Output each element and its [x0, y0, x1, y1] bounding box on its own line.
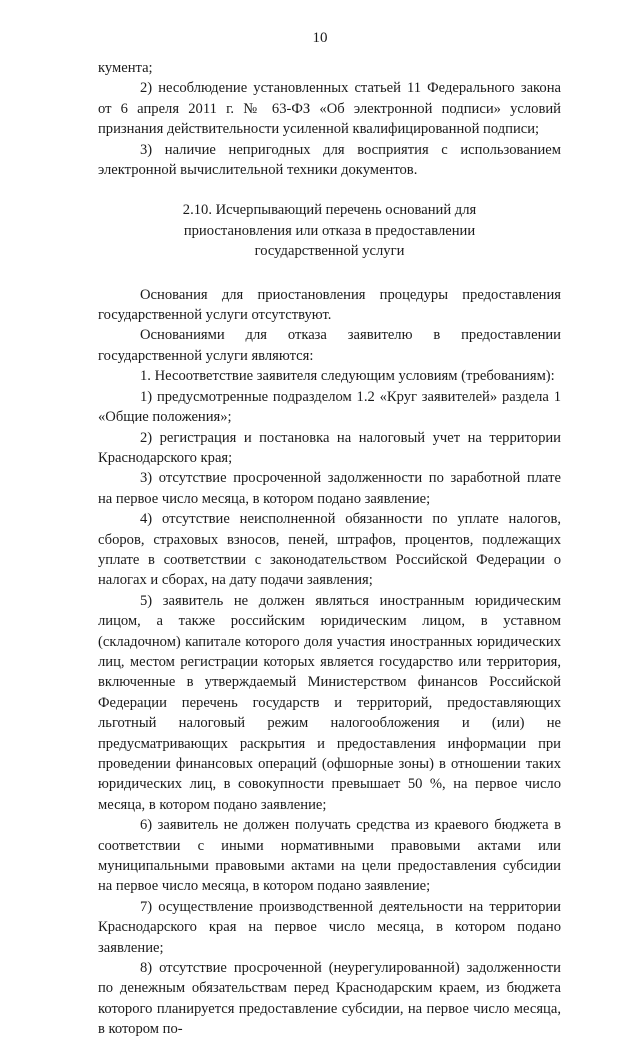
section-heading: 2.10. Исчерпывающий перечень оснований для приостановления или отказа в предоставлении государственной услуги [182, 202, 477, 260]
spacer [98, 180, 561, 200]
paragraph: Основаниями для отказа заявителю в предоставлении государственной услуги являются: [98, 327, 561, 364]
page-number: 10 [312, 30, 328, 46]
spacer [98, 262, 561, 285]
paragraph-item-2: 2) несоблюдение установленных статьей 11 Федерального закона от 6 апреля 2011 г. № 63-ФЗ «Об электронной подписи» условий признания действительности усиленной квалифицированной подписи; [98, 80, 561, 138]
paragraph: 6) заявитель не должен получать средства из краевого бюджета в соответствии с иными нормативными правовыми актами или муниципальными правовыми актами на цели предоставления субсидии на первое число месяца, в котором подано заявление; [98, 817, 561, 895]
document-body [98, 58, 561, 1040]
paragraph: 4) отсутствие неисполненной обязанности по уплате налогов, сборов, страховых взносов, пеней, штрафов, процентов, подлежащих уплате в соответствии с законодательством Российской Федерации о налогах и сборах, на дату подачи заявления; [98, 511, 561, 589]
paragraph: 1. Несоответствие заявителя следующим условиям (требованиям): [140, 368, 555, 385]
paragraph: 5) заявитель не должен являться иностранным юридическим лицом, а также российским юридическим лицом, в уставном (складочном) капитале которого доля участия иностранных юридических лиц, местом регистрации которых является государство или территория, включенные в утверждаемый Министерством финансов Российской Федерации перечень государств и территорий, предоставляющих льготный налоговый режим налогообложения и (или) не предусматривающих раскрытия и предоставления информации при проведении финансовых операций (офшорные зоны) в отношении таких юридических лиц, в совокупности превышает 50 %, на первое число месяца, в котором подано заявление; [98, 592, 561, 813]
paragraph: Основания для приостановления процедуры предоставления государственной услуги отсутствуют. [98, 286, 561, 324]
paragraph: 7) осуществление производственной деятельности на территории Краснодарского края на первое число месяца, в котором подано заявление; [98, 898, 561, 956]
paragraph-item-3: 3) наличие непригодных для восприятия с использованием электронной вычислительной техники документов. [98, 141, 561, 179]
paragraph: 3) отсутствие просроченной задолженности по заработной плате на первое число месяца, в котором подано заявление; [98, 470, 561, 507]
paragraph-continuation: кумента; [98, 60, 153, 76]
paragraph: 1) предусмотренные подразделом 1.2 «Круг заявителей» раздела 1 «Общие положения»; [98, 388, 561, 426]
paragraph: 8) отсутствие просроченной (неурегулированной) задолженности по денежным обязательствам перед Краснодарским краем, из бюджета которого планируется предоставление субсидии, на первое число месяца, в котором по- [98, 960, 561, 1038]
paragraph: 2) регистрация и постановка на налоговый учет на территории Краснодарского края; [98, 429, 561, 466]
